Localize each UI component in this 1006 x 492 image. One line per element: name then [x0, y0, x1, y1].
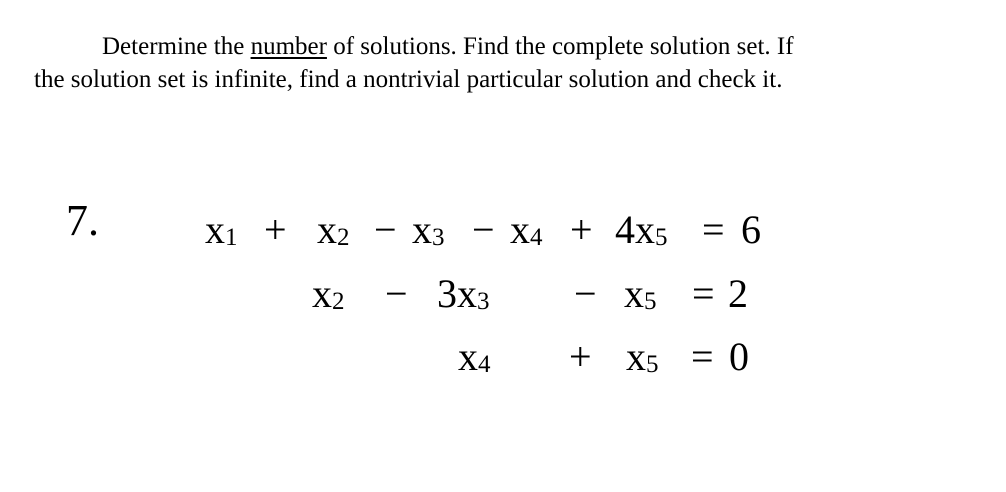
eq2-op-minus-2: −	[574, 271, 597, 316]
eq2-term-x5: $x_5$	[624, 271, 657, 316]
eq1-op-equals: =	[702, 207, 725, 252]
eq1-term-x2: $x_2$	[317, 207, 350, 252]
eq1-op-plus-1: +	[264, 207, 287, 252]
eq1-term-x1: $x_1$	[205, 207, 238, 252]
eq1-term-x3: $x_3$	[412, 207, 445, 252]
instructions-part-2: of solutions. Find the complete solution set. If	[326, 33, 794, 60]
eq1-term-x4: $x_4$	[510, 207, 543, 252]
eq3-op-plus: +	[569, 334, 592, 379]
eq2-term-x2: $x_2$	[312, 271, 345, 316]
eq3-term-x5: $x_5$	[626, 334, 659, 379]
eq1-op-minus-1: −	[374, 207, 397, 252]
instructions-line-1	[34, 30, 934, 63]
equation-1	[0, 206, 1006, 256]
equation-2	[0, 270, 1006, 320]
eq2-op-equals: =	[692, 271, 715, 316]
instructions-underlined-word: number	[250, 33, 327, 60]
instructions-text	[34, 30, 934, 96]
instructions-line-2: the solution set is infinite, find a nontrivial particular solution and check it.	[34, 66, 783, 93]
eq3-op-equals: =	[691, 334, 714, 379]
eq2-term-3x3: $3x_3$	[437, 271, 490, 316]
eq1-rhs: 6	[741, 207, 761, 252]
eq1-term-4x5: $4x_5$	[615, 207, 668, 252]
problem-number: 7.	[66, 196, 99, 245]
eq2-op-minus-1: −	[385, 271, 408, 316]
eq1-op-minus-2: −	[472, 207, 495, 252]
equation-3	[0, 333, 1006, 383]
eq3-rhs: 0	[729, 334, 749, 379]
eq3-term-x4: $x_4$	[458, 334, 491, 379]
eq1-op-plus-2: +	[570, 207, 593, 252]
eq2-rhs: 2	[728, 271, 748, 316]
instructions-part-1: Determine the	[102, 33, 251, 60]
